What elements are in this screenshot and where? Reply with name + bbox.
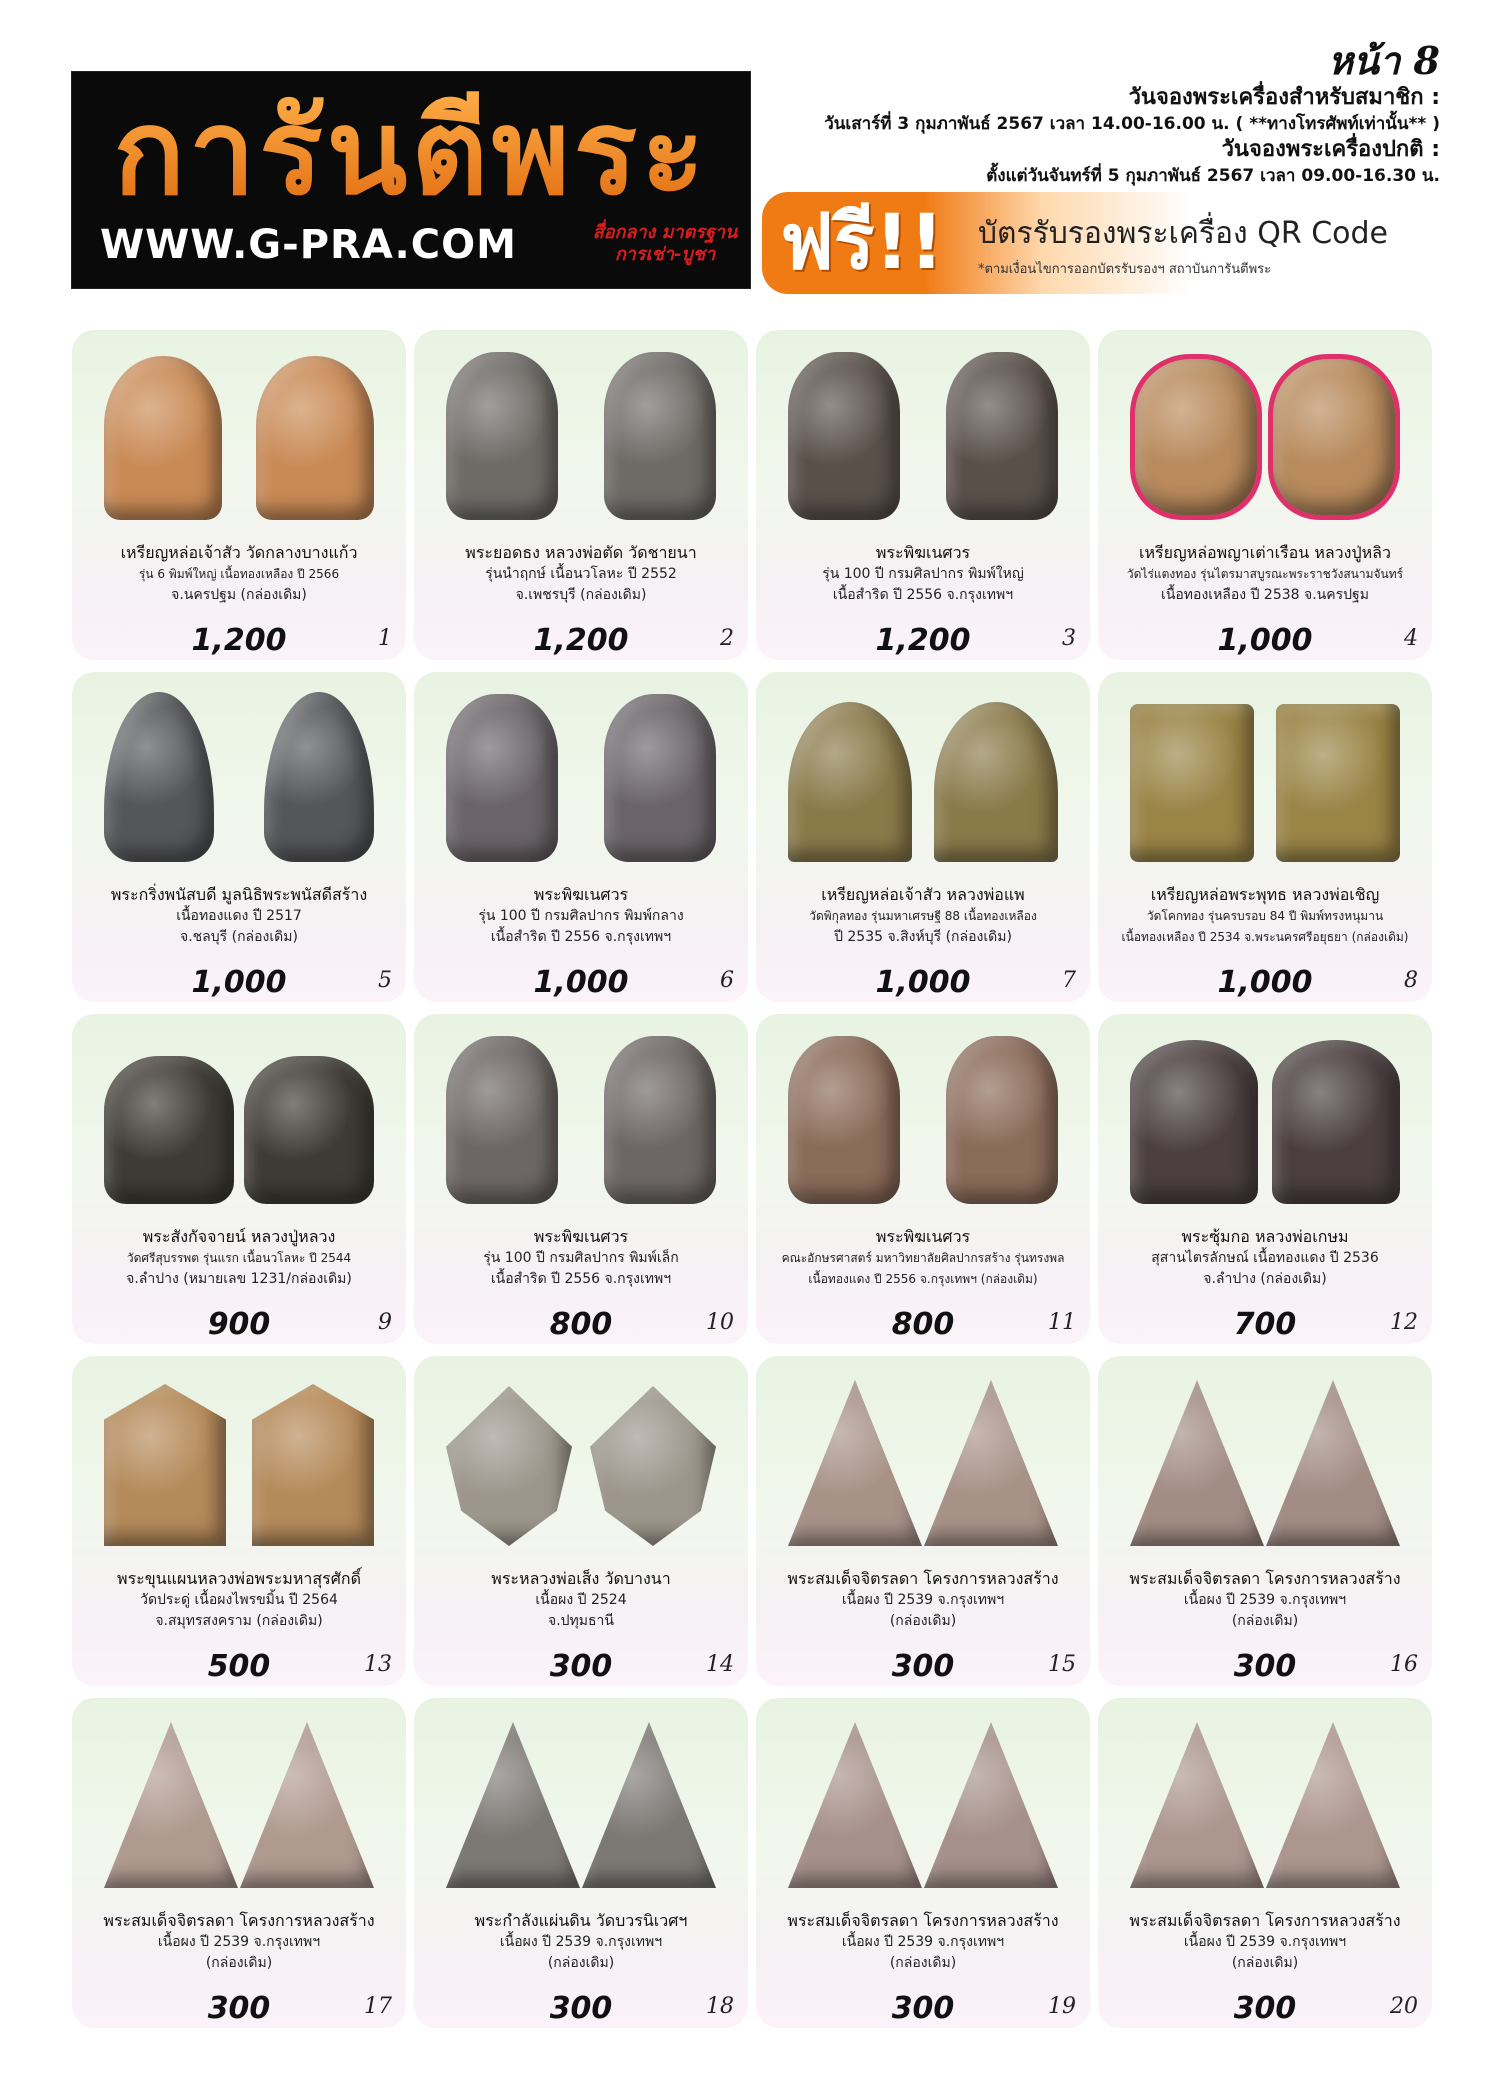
amulet-front-view	[446, 1036, 558, 1204]
free-banner-title: บัตรรับรองพระเครื่อง QR Code	[978, 216, 1389, 251]
item-number: 5	[378, 968, 392, 993]
amulet-price: 300	[549, 1991, 613, 2026]
amulet-detail: เนื้อผง ปี 2539 จ.กรุงเทพฯ	[841, 1934, 1005, 1950]
amulet-price: 1,000	[533, 965, 629, 1000]
item-number: 9	[378, 1310, 392, 1335]
amulet-price: 300	[1233, 1649, 1297, 1684]
amulet-description	[766, 1910, 1080, 1974]
amulet-origin: จ.ชลบุรี (กล่องเดิม)	[180, 929, 298, 945]
amulet-photo	[92, 1032, 386, 1208]
amulet-name: พระสมเด็จจิตรลดา โครงการหลวงสร้าง	[787, 1911, 1059, 1930]
amulet-origin: เนื้อทองเหลือง ปี 2538 จ.นครปฐม	[1161, 587, 1369, 603]
member-booking-detail: วันเสาร์ที่ 3 กุมภาพันธ์ 2567 เวลา 14.00-16.00 น. ( **ทางโทรศัพท์เท่านั้น** )	[824, 114, 1440, 134]
item-number: 19	[1048, 1994, 1076, 2019]
amulet-name: พระสังกัจจายน์ หลวงปู่หลวง	[142, 1227, 336, 1246]
amulet-detail: เนื้อผง ปี 2539 จ.กรุงเทพฯ	[1183, 1592, 1347, 1608]
amulet-back-view	[1266, 1722, 1400, 1888]
amulet-photo	[92, 348, 386, 524]
amulet-origin: (กล่องเดิม)	[889, 1613, 957, 1629]
amulet-price: 900	[207, 1307, 271, 1342]
amulet-name: พระขุนแผนหลวงพ่อพระมหาสุรศักดิ์	[117, 1569, 361, 1588]
amulet-description	[424, 1568, 738, 1632]
amulet-price: 700	[1233, 1307, 1297, 1342]
amulet-back-view	[924, 1380, 1058, 1546]
item-number: 7	[1062, 968, 1076, 993]
amulet-origin: จ.ลำปาง (หมายเลข 1231/กล่องเดิม)	[126, 1271, 352, 1287]
amulet-front-view	[1130, 354, 1262, 520]
amulet-card	[414, 672, 748, 1002]
amulet-back-view	[946, 352, 1058, 520]
amulet-origin: จ.ปทุมธานี	[548, 1613, 614, 1629]
item-number: 3	[1062, 626, 1076, 651]
item-number: 4	[1404, 626, 1418, 651]
amulet-detail: รุ่น 100 ปี กรมศิลปากร พิมพ์กลาง	[478, 908, 684, 924]
amulet-front-view	[788, 702, 912, 862]
amulet-card	[72, 330, 406, 660]
amulet-detail: วัดพิกุลทอง รุ่นมหาเศรษฐี 88 เนื้อทองเหลือง	[809, 909, 1037, 923]
amulet-photo	[434, 1374, 728, 1550]
amulet-detail: วัดไร่แตงทอง รุ่นไตรมาสบูรณะพระราชวังสนามจันทร์	[1126, 567, 1404, 581]
item-number: 16	[1390, 1652, 1418, 1677]
amulet-card	[756, 1698, 1090, 2028]
amulet-description	[424, 1226, 738, 1290]
amulet-card	[414, 1014, 748, 1344]
amulet-photo	[434, 348, 728, 524]
amulet-detail: คณะอักษรศาสตร์ มหาวิทยาลัยศิลปากรสร้าง รุ่นทรงพล	[781, 1251, 1065, 1265]
amulet-back-view	[252, 1384, 374, 1546]
item-number: 17	[364, 1994, 392, 2019]
amulet-photo	[1118, 348, 1412, 524]
amulet-name: พระสมเด็จจิตรลดา โครงการหลวงสร้าง	[787, 1569, 1059, 1588]
amulet-description	[1108, 542, 1422, 606]
amulet-card	[72, 1356, 406, 1686]
amulet-detail: วัดประดู่ เนื้อผงไพรขมิ้น ปี 2564	[140, 1592, 338, 1608]
amulet-photo	[1118, 1374, 1412, 1550]
amulet-description	[82, 542, 396, 606]
normal-booking-detail: ตั้งแต่วันจันทร์ที่ 5 กุมภาพันธ์ 2567 เวลา 09.00-16.30 น.	[986, 166, 1440, 186]
amulet-back-view	[1268, 354, 1400, 520]
amulet-back-view	[244, 1056, 374, 1204]
amulet-back-view	[934, 702, 1058, 862]
amulet-back-view	[264, 692, 374, 862]
amulet-front-view	[104, 1384, 226, 1546]
amulet-detail: รุ่น 100 ปี กรมศิลปากร พิมพ์ใหญ่	[822, 566, 1024, 582]
amulet-origin: (กล่องเดิม)	[547, 1955, 615, 1971]
amulet-front-view	[1130, 1040, 1258, 1204]
amulet-front-view	[104, 356, 222, 520]
item-number: 20	[1390, 1994, 1418, 2019]
amulet-origin: เนื้อสำริด ปี 2556 จ.กรุงเทพฯ	[490, 1271, 672, 1287]
item-number: 11	[1048, 1310, 1076, 1335]
amulet-photo	[92, 690, 386, 866]
amulet-detail: เนื้อทองแดง ปี 2517	[176, 908, 302, 924]
item-number: 1	[378, 626, 392, 651]
amulet-description	[424, 884, 738, 948]
free-word: ฟรี!!	[780, 197, 944, 286]
amulet-detail: รุ่น 100 ปี กรมศิลปากร พิมพ์เล็ก	[483, 1250, 679, 1266]
amulet-front-view	[446, 352, 558, 520]
amulet-description	[82, 1568, 396, 1632]
amulet-description	[766, 884, 1080, 948]
amulet-card	[756, 1014, 1090, 1344]
amulet-front-view	[104, 1056, 234, 1204]
amulet-name: เหรียญหล่อพระพุทธ หลวงพ่อเชิญ	[1150, 885, 1380, 904]
amulet-detail: รุ่น 6 พิมพ์ใหญ่ เนื้อทองเหลือง ปี 2566	[138, 567, 340, 581]
amulet-origin: จ.สมุทรสงคราม (กล่องเดิม)	[155, 1613, 323, 1629]
amulet-photo	[434, 1716, 728, 1892]
amulet-origin: (กล่องเดิม)	[205, 1955, 273, 1971]
item-number: 14	[706, 1652, 734, 1677]
logo-url: WWW.G-PRA.COM	[100, 222, 517, 268]
amulet-price: 800	[891, 1307, 955, 1342]
amulet-detail: วัดโคกทอง รุ่นครบรอบ 84 ปี พิมพ์ทรงหนุมาน	[1146, 909, 1384, 923]
amulet-origin: จ.เพชรบุรี (กล่องเดิม)	[515, 587, 647, 603]
amulet-photo	[434, 690, 728, 866]
amulet-name: เหรียญหล่อเจ้าสัว หลวงพ่อแพ	[821, 885, 1025, 904]
amulet-card	[756, 672, 1090, 1002]
amulet-detail: รุ่นนำฤกษ์ เนื้อนวโลหะ ปี 2552	[485, 566, 677, 582]
amulet-name: พระพิฆเนศวร	[533, 1227, 629, 1246]
amulet-card	[414, 1698, 748, 2028]
amulet-name: พระหลวงพ่อเส็ง วัดบางนา	[491, 1569, 671, 1588]
amulet-back-view	[1272, 1040, 1400, 1204]
amulet-front-view	[788, 352, 900, 520]
amulet-name: พระสมเด็จจิตรลดา โครงการหลวงสร้าง	[103, 1911, 375, 1930]
amulet-card	[414, 1356, 748, 1686]
amulet-card	[72, 1014, 406, 1344]
amulet-back-view	[604, 694, 716, 862]
amulet-name: เหรียญหล่อเจ้าสัว วัดกลางบางแก้ว	[120, 543, 358, 562]
amulet-description	[766, 542, 1080, 606]
amulet-price: 300	[891, 1649, 955, 1684]
amulet-back-view	[590, 1386, 716, 1546]
amulet-name: เหรียญหล่อพญาเต่าเรือน หลวงปู่หลิว	[1139, 543, 1391, 562]
amulet-origin: ปี 2535 จ.สิงห์บุรี (กล่องเดิม)	[834, 929, 1012, 945]
amulet-detail: เนื้อผง ปี 2539 จ.กรุงเทพฯ	[157, 1934, 321, 1950]
amulet-description	[82, 1910, 396, 1974]
amulet-photo	[776, 1374, 1070, 1550]
amulet-name: พระพิฆเนศวร	[875, 1227, 971, 1246]
amulet-back-view	[240, 1722, 374, 1888]
amulet-photo	[776, 348, 1070, 524]
amulet-back-view	[1276, 704, 1400, 862]
amulet-origin: จ.นครปฐม (กล่องเดิม)	[171, 587, 307, 603]
amulet-photo	[434, 1032, 728, 1208]
amulet-photo	[92, 1716, 386, 1892]
amulet-card	[1098, 672, 1432, 1002]
amulet-front-view	[446, 1722, 580, 1888]
amulet-back-view	[604, 1036, 716, 1204]
amulet-photo	[92, 1374, 386, 1550]
item-number: 18	[706, 1994, 734, 2019]
amulet-name: พระสมเด็จจิตรลดา โครงการหลวงสร้าง	[1129, 1911, 1401, 1930]
item-number: 13	[364, 1652, 392, 1677]
amulet-front-view	[1130, 1380, 1264, 1546]
amulet-price: 300	[1233, 1991, 1297, 2026]
amulet-photo	[1118, 1716, 1412, 1892]
amulet-origin: เนื้อทองแดง ปี 2556 จ.กรุงเทพฯ (กล่องเดิม)	[808, 1272, 1038, 1286]
logo-title: การันตีพระ	[86, 86, 736, 218]
amulet-price: 1,000	[191, 965, 287, 1000]
free-banner-note: *ตามเงื่อนไขการออกบัตรรับรองฯ สถาบันการันตีพระ	[978, 262, 1272, 277]
amulet-back-view	[1266, 1380, 1400, 1546]
amulet-card	[1098, 1356, 1432, 1686]
amulet-price: 300	[207, 1991, 271, 2026]
amulet-front-view	[446, 694, 558, 862]
amulet-card	[72, 1698, 406, 2028]
amulet-price: 1,000	[875, 965, 971, 1000]
amulet-price: 1,200	[875, 623, 971, 658]
amulet-front-view	[446, 1386, 572, 1546]
amulet-card	[756, 330, 1090, 660]
amulet-price: 1,000	[1217, 965, 1313, 1000]
item-number: 8	[1404, 968, 1418, 993]
amulet-card	[72, 672, 406, 1002]
amulet-photo	[776, 690, 1070, 866]
amulet-description	[82, 1226, 396, 1290]
amulet-name: พระพิฆเนศวร	[875, 543, 971, 562]
amulet-front-view	[788, 1036, 900, 1204]
amulet-name: พระยอดธง หลวงพ่อตัด วัดชายนา	[465, 543, 697, 562]
amulet-price: 300	[549, 1649, 613, 1684]
amulet-photo	[1118, 690, 1412, 866]
amulet-back-view	[924, 1722, 1058, 1888]
amulet-front-view	[1130, 1722, 1264, 1888]
amulet-detail: เนื้อผง ปี 2539 จ.กรุงเทพฯ	[499, 1934, 663, 1950]
amulet-origin: เนื้อสำริด ปี 2556 จ.กรุงเทพฯ	[832, 587, 1014, 603]
amulet-description	[1108, 1568, 1422, 1632]
amulet-price: 800	[549, 1307, 613, 1342]
normal-booking-heading: วันจองพระเครื่องปกติ :	[1221, 137, 1440, 162]
item-number: 2	[720, 626, 734, 651]
member-booking-heading: วันจองพระเครื่องสำหรับสมาชิก :	[1128, 85, 1440, 110]
amulet-origin: เนื้อสำริด ปี 2556 จ.กรุงเทพฯ	[490, 929, 672, 945]
amulet-front-view	[104, 692, 214, 862]
amulet-description	[424, 1910, 738, 1974]
amulet-description	[424, 542, 738, 606]
free-certificate-banner	[762, 192, 1434, 294]
amulet-description	[1108, 1226, 1422, 1290]
amulet-price: 500	[207, 1649, 271, 1684]
amulet-name: พระพิฆเนศวร	[533, 885, 629, 904]
amulet-origin: (กล่องเดิม)	[1231, 1613, 1299, 1629]
amulet-detail: เนื้อผง ปี 2539 จ.กรุงเทพฯ	[841, 1592, 1005, 1608]
page-number: หน้า 8	[1327, 38, 1440, 83]
amulet-name: พระกำลังแผ่นดิน วัดบวรนิเวศฯ	[474, 1911, 688, 1930]
logo-tagline: สื่อกลาง มาตรฐาน การเช่า-บูชา	[592, 222, 738, 265]
amulet-origin: (กล่องเดิม)	[889, 1955, 957, 1971]
amulet-description	[766, 1568, 1080, 1632]
amulet-price: 1,000	[1217, 623, 1313, 658]
amulet-detail: วัดศรีสุบรรพต รุ่นแรก เนื้อนวโลหะ ปี 2544	[126, 1251, 352, 1265]
amulet-back-view	[946, 1036, 1058, 1204]
amulet-origin: จ.ลำปาง (กล่องเดิม)	[1203, 1271, 1327, 1287]
amulet-detail: เนื้อผง ปี 2524	[535, 1592, 627, 1608]
amulet-card	[756, 1356, 1090, 1686]
amulet-card	[414, 330, 748, 660]
amulet-back-view	[256, 356, 374, 520]
amulet-origin: เนื้อทองเหลือง ปี 2534 จ.พระนครศรีอยุธยา (กล่องเดิม)	[1121, 930, 1409, 944]
amulet-name: พระกริ่งพนัสบดี มูลนิธิพระพนัสดีสร้าง	[110, 885, 368, 904]
amulet-description	[1108, 1910, 1422, 1974]
amulet-photo	[776, 1032, 1070, 1208]
amulet-front-view	[104, 1722, 238, 1888]
item-number: 6	[720, 968, 734, 993]
amulet-detail: เนื้อผง ปี 2539 จ.กรุงเทพฯ	[1183, 1934, 1347, 1950]
item-number: 10	[706, 1310, 734, 1335]
amulet-description	[82, 884, 396, 948]
amulet-back-view	[604, 352, 716, 520]
amulet-card	[1098, 1698, 1432, 2028]
item-number: 12	[1390, 1310, 1418, 1335]
amulet-card	[1098, 330, 1432, 660]
amulet-photo	[1118, 1032, 1412, 1208]
amulet-front-view	[1130, 704, 1254, 862]
amulet-front-view	[788, 1380, 922, 1546]
amulet-price: 1,200	[191, 623, 287, 658]
amulet-name: พระซุ้มกอ หลวงพ่อเกษม	[1181, 1227, 1349, 1246]
amulet-front-view	[788, 1722, 922, 1888]
amulet-price: 300	[891, 1991, 955, 2026]
booking-info	[780, 84, 1440, 188]
amulet-detail: สุสานไตรลักษณ์ เนื้อทองแดง ปี 2536	[1151, 1250, 1379, 1266]
logo	[72, 72, 750, 288]
amulet-description	[766, 1226, 1080, 1290]
item-number: 15	[1048, 1652, 1076, 1677]
amulet-price: 1,200	[533, 623, 629, 658]
amulet-description	[1108, 884, 1422, 948]
amulet-card	[1098, 1014, 1432, 1344]
amulet-origin: (กล่องเดิม)	[1231, 1955, 1299, 1971]
amulet-back-view	[582, 1722, 716, 1888]
amulet-name: พระสมเด็จจิตรลดา โครงการหลวงสร้าง	[1129, 1569, 1401, 1588]
amulet-photo	[776, 1716, 1070, 1892]
